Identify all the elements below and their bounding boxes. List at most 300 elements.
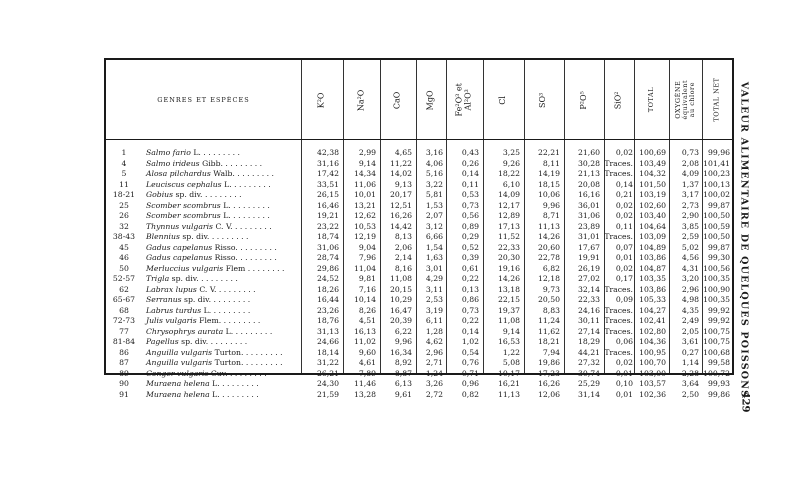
cell-na2o: 7,89 <box>358 368 376 378</box>
cell-cl: 10,17 <box>497 368 520 378</box>
cell-number: 62 <box>119 284 129 294</box>
cell-mgo: 1,54 <box>425 242 443 252</box>
table-row <box>106 379 732 390</box>
cell-mgo: 1,28 <box>425 326 443 336</box>
cell-total-net: 100,35 <box>703 295 730 304</box>
table-row <box>106 159 732 170</box>
cell-mgo: 3,19 <box>425 305 443 315</box>
cell-species <box>146 232 248 243</box>
cell-species <box>146 180 271 191</box>
cell-cao: 2,14 <box>394 253 412 262</box>
cell-p2o5: 26,19 <box>577 263 600 273</box>
cell-cao: 20,17 <box>389 190 412 199</box>
cell-na2o: 11,06 <box>353 179 376 189</box>
table-row <box>106 316 732 327</box>
header-mgo <box>416 62 446 138</box>
cell-p2o5: 27,02 <box>577 274 600 283</box>
table-row <box>106 337 732 348</box>
cell-oxygen: 3,61 <box>681 337 699 346</box>
header-cao <box>380 62 416 138</box>
cell-so3: 8,71 <box>542 211 560 220</box>
cell-oxygen: 2,28 <box>681 368 699 378</box>
cell-p2o5: 17,67 <box>577 242 600 252</box>
cell-na2o: 8,26 <box>358 305 376 315</box>
cell-k2o: 23,26 <box>316 305 339 315</box>
header-total-label: TOTAL <box>646 87 655 113</box>
cell-mgo: 3,16 <box>425 148 443 157</box>
species-name: Salmo fario <box>146 148 191 157</box>
cell-na2o: 13,21 <box>353 200 376 210</box>
cell-fe-al: 0,89 <box>461 221 479 231</box>
cell-cao: 12,51 <box>389 200 412 210</box>
cell-k2o: 24,30 <box>316 379 339 388</box>
cell-mgo: 5,81 <box>425 190 443 199</box>
header-genus-label: GENRES ET ESPÈCES <box>157 96 250 104</box>
cell-sio2: 0,01 <box>615 368 633 378</box>
cell-sio2: Traces. <box>604 305 633 315</box>
cell-p2o5: 20,08 <box>577 179 600 189</box>
cell-cl: 12,89 <box>497 211 520 220</box>
cell-sio2: 0,02 <box>615 211 633 220</box>
species-authority: C. V. . . . . . . . . <box>196 284 256 294</box>
cell-na2o: 4,61 <box>358 358 376 367</box>
cell-k2o: 42,38 <box>316 148 339 157</box>
cell-p2o5: 27,14 <box>577 326 600 336</box>
cell-so3: 17,23 <box>537 368 560 378</box>
cell-sio2: 0,02 <box>615 358 633 367</box>
cell-number: 52-57 <box>112 274 136 283</box>
cell-fe-al: 0,43 <box>461 148 479 157</box>
cell-cao: 9,61 <box>394 389 412 399</box>
cell-species <box>146 390 259 401</box>
cell-total-net: 100,59 <box>703 221 730 231</box>
cell-na2o: 7,96 <box>358 253 376 262</box>
cell-na2o: 9,81 <box>358 274 376 283</box>
cell-total: 100,70 <box>639 358 666 367</box>
cell-k2o: 16,46 <box>316 200 339 210</box>
species-name: Scomber scombrus <box>146 211 221 220</box>
header-sio2 <box>604 62 634 138</box>
table-row <box>106 190 732 201</box>
cell-fe-al: 0,26 <box>461 158 479 168</box>
cell-total-net: 100,75 <box>703 326 730 336</box>
species-name: Gadus capelanus <box>146 253 213 262</box>
cell-k2o: 21,59 <box>316 389 339 399</box>
cell-total: 104,89 <box>639 242 666 252</box>
cell-total-net: 100,35 <box>703 274 730 283</box>
cell-na2o: 11,04 <box>353 263 376 273</box>
cell-species <box>146 243 277 254</box>
cell-number: 26 <box>119 211 129 220</box>
header-so3-label: SO³ <box>538 92 548 108</box>
header-p2o5 <box>564 62 604 138</box>
species-name: Thynnus vulgaris <box>146 221 213 231</box>
cell-p2o5: 44,21 <box>577 347 600 357</box>
cell-species <box>146 253 277 264</box>
cell-oxygen: 2,50 <box>681 389 699 399</box>
cell-total-net: 100,50 <box>703 211 730 220</box>
cell-p2o5: 31,14 <box>577 389 600 399</box>
cell-mgo: 1,63 <box>425 253 443 262</box>
cell-total-net: 100,72 <box>703 368 730 378</box>
cell-species <box>146 379 259 390</box>
cell-number: 68 <box>119 305 129 315</box>
cell-k2o: 19,21 <box>316 211 339 220</box>
cell-cao: 8,87 <box>394 368 412 378</box>
cell-total: 103,35 <box>639 274 666 283</box>
cell-total-net: 100,90 <box>703 284 730 294</box>
cell-so3: 20,50 <box>537 295 560 304</box>
cell-cl: 16,53 <box>497 337 520 346</box>
header-mgo-label: MgO <box>425 90 435 110</box>
cell-fe-al: 0,14 <box>461 169 479 178</box>
header-oxygen <box>669 62 702 138</box>
cell-species <box>146 274 238 285</box>
species-name: Conger vulgaris <box>146 368 209 378</box>
species-authority: sp. div. . . . . . . . . <box>178 337 248 346</box>
cell-k2o: 17,42 <box>316 169 339 178</box>
species-name: Muraena helena <box>146 389 210 399</box>
cell-number: 4 <box>121 158 127 168</box>
cell-cao: 20,15 <box>389 284 412 294</box>
table-row <box>106 180 732 191</box>
table-row <box>106 211 732 222</box>
cell-p2o5: 21,60 <box>577 148 600 157</box>
header-fe-al-label: Fe²O³ et Al²O³ <box>454 83 473 117</box>
cell-oxygen: 0,27 <box>681 347 699 357</box>
cell-p2o5: 18,29 <box>577 337 600 346</box>
cell-total-net: 100,02 <box>703 190 730 199</box>
cell-oxygen: 2,05 <box>681 326 699 336</box>
cell-na2o: 10,14 <box>353 295 376 304</box>
cell-na2o: 13,28 <box>353 389 376 399</box>
cell-number: 89 <box>119 368 129 378</box>
cell-fe-al: 0,53 <box>461 190 479 199</box>
cell-total: 101,50 <box>639 179 666 189</box>
cell-k2o: 29,86 <box>316 263 339 273</box>
cell-na2o: 9,14 <box>358 158 376 168</box>
table-body <box>106 148 732 400</box>
table-row <box>106 285 732 296</box>
cell-p2o5: 32,14 <box>577 284 600 294</box>
cell-k2o: 26,21 <box>316 368 339 378</box>
cell-number: 77 <box>119 326 129 336</box>
table-row <box>106 201 732 212</box>
species-name: Anguilla vulgaris <box>146 347 213 357</box>
cell-p2o5: 16,16 <box>577 190 600 199</box>
cell-species <box>146 327 272 338</box>
data-table <box>104 58 734 399</box>
species-authority: Risso. . . . . . . . . <box>212 253 277 262</box>
cell-cl: 19,37 <box>497 305 520 315</box>
table-row <box>106 295 732 306</box>
cell-number: 87 <box>119 358 129 367</box>
cell-so3: 8,83 <box>542 305 560 315</box>
cell-oxygen: 3,20 <box>681 274 699 283</box>
cell-cl: 14,26 <box>497 274 520 283</box>
cell-species <box>146 190 242 201</box>
cell-total: 103,00 <box>639 368 666 378</box>
cell-species <box>146 348 283 359</box>
cell-sio2: 0,10 <box>615 379 633 388</box>
cell-sio2: 0,02 <box>615 200 633 210</box>
cell-p2o5: 30,28 <box>577 158 600 168</box>
cell-species <box>146 201 270 212</box>
table-row <box>106 306 732 317</box>
cell-cl: 20,30 <box>497 253 520 262</box>
page-number: 429 <box>739 391 751 413</box>
cell-sio2: Traces. <box>604 316 633 325</box>
cell-total-net: 100,68 <box>703 347 730 357</box>
cell-k2o: 18,14 <box>316 347 339 357</box>
cell-total: 104,36 <box>639 337 666 346</box>
cell-cl: 5,08 <box>502 358 520 367</box>
cell-total: 100,95 <box>639 347 666 357</box>
header-so3 <box>524 62 564 138</box>
cell-na2o: 9,60 <box>358 347 376 357</box>
cell-cao: 6,13 <box>394 379 412 388</box>
cell-fe-al: 0,61 <box>461 263 479 273</box>
table-row <box>106 348 732 359</box>
cell-sio2: 0,01 <box>615 389 633 399</box>
cell-mgo: 1,24 <box>425 368 443 378</box>
cell-sio2: Traces. <box>604 347 633 357</box>
table-row <box>106 232 732 243</box>
cell-fe-al: 0,14 <box>461 326 479 336</box>
cell-total: 103,86 <box>639 253 666 262</box>
cell-so3: 22,21 <box>537 148 560 157</box>
species-name: Gadus capelanus <box>146 242 213 252</box>
cell-k2o: 31,22 <box>316 358 339 367</box>
cell-total-net: 99,96 <box>707 148 730 157</box>
cell-so3: 11,24 <box>537 316 560 325</box>
species-authority: sp. div. . . . . . . . . <box>169 274 238 283</box>
cell-oxygen: 1,14 <box>681 358 699 367</box>
cell-fe-al: 0,54 <box>461 347 479 357</box>
cell-cao: 8,92 <box>394 358 412 367</box>
cell-species <box>146 148 240 159</box>
cell-species <box>146 222 272 233</box>
cell-mgo: 3,11 <box>425 284 443 294</box>
cell-cl: 16,21 <box>497 379 520 388</box>
cell-total-net: 101,41 <box>703 158 730 168</box>
cell-na2o: 16,13 <box>353 326 376 336</box>
cell-p2o5: 21,13 <box>577 169 600 178</box>
cell-k2o: 24,52 <box>316 274 339 283</box>
cell-sio2: Traces. <box>604 158 633 168</box>
cell-total: 103,19 <box>639 190 666 199</box>
cell-fe-al: 0,96 <box>461 379 479 388</box>
cell-oxygen: 5,02 <box>681 242 699 252</box>
cell-mgo: 3,26 <box>425 379 443 388</box>
cell-oxygen: 4,98 <box>681 295 699 304</box>
cell-number: 45 <box>119 242 129 252</box>
cell-total-net: 99,87 <box>707 200 730 210</box>
cell-oxygen: 2,96 <box>681 284 699 294</box>
species-authority: Turton. . . . . . . . . <box>212 358 283 367</box>
cell-total-net: 100,50 <box>703 232 730 241</box>
table-row <box>106 264 732 275</box>
cell-total: 103,86 <box>639 284 666 294</box>
cell-number: 72-73 <box>112 316 136 325</box>
cell-species <box>146 211 270 222</box>
header-k2o-label: K²O <box>316 92 326 108</box>
cell-k2o: 33,51 <box>316 179 339 189</box>
cell-number: 65-67 <box>112 295 136 304</box>
header-cao-label: CaO <box>392 91 402 109</box>
cell-na2o: 10,01 <box>353 190 376 199</box>
species-name: Labrus turdus <box>146 305 202 315</box>
header-net-label: TOTAL NET <box>712 77 721 122</box>
species-name: Julis vulgaris <box>146 316 197 325</box>
cell-fe-al: 0,13 <box>461 284 479 294</box>
cell-k2o: 28,74 <box>316 253 339 262</box>
cell-so3: 6,82 <box>542 263 560 273</box>
species-name: Salmo irideus <box>146 158 200 168</box>
cell-number: 46 <box>119 253 129 262</box>
cell-cao: 14,42 <box>389 221 412 231</box>
cell-number: 38-43 <box>112 232 136 241</box>
cell-mgo: 6,11 <box>425 316 443 325</box>
cell-total: 104,64 <box>639 221 666 231</box>
cell-fe-al: 0,56 <box>461 211 479 220</box>
cell-p2o5: 30,74 <box>577 368 600 378</box>
cell-cao: 16,34 <box>389 347 412 357</box>
cell-na2o: 7,16 <box>358 284 376 294</box>
species-authority: Turton. . . . . . . . . <box>212 347 283 357</box>
cell-cl: 18,22 <box>497 169 520 178</box>
cell-fe-al: 0,22 <box>461 274 479 283</box>
cell-total: 102,36 <box>639 389 666 399</box>
cell-sio2: 0,06 <box>615 337 633 346</box>
species-name: Chrysophrys aurata <box>146 326 224 336</box>
cell-na2o: 11,02 <box>353 337 376 346</box>
table-row <box>106 358 732 369</box>
header-cl-label: Cl <box>498 95 508 105</box>
cell-k2o: 31,13 <box>316 326 339 336</box>
cell-fe-al: 0,73 <box>461 200 479 210</box>
cell-fe-al: 0,71 <box>461 368 479 378</box>
cell-so3: 12,18 <box>537 274 560 283</box>
cell-mgo: 3,01 <box>425 263 443 273</box>
cell-mgo: 4,62 <box>425 337 443 346</box>
cell-number: 1 <box>121 148 127 157</box>
cell-k2o: 24,66 <box>316 337 339 346</box>
cell-cao: 16,47 <box>389 305 412 315</box>
cell-oxygen: 4,56 <box>681 253 699 262</box>
cell-fe-al: 0,73 <box>461 305 479 315</box>
cell-total-net: 99,58 <box>707 358 730 367</box>
cell-na2o: 11,46 <box>353 379 376 388</box>
cell-k2o: 18,76 <box>316 316 339 325</box>
cell-so3: 20,60 <box>537 242 560 252</box>
species-authority: sp. div. . . . . . . . . <box>181 295 251 304</box>
cell-sio2: 0,02 <box>615 263 633 273</box>
species-name: Serranus <box>146 295 182 304</box>
cell-mgo: 5,16 <box>425 169 443 178</box>
cell-fe-al: 1,02 <box>461 337 479 346</box>
cell-total: 102,60 <box>639 200 666 210</box>
table-row <box>106 243 732 254</box>
cell-so3: 14,19 <box>537 169 560 178</box>
cell-total: 105,33 <box>639 295 666 304</box>
cell-so3: 9,96 <box>542 200 560 210</box>
cell-cao: 11,22 <box>389 158 412 168</box>
cell-species <box>146 306 250 317</box>
header-net <box>702 62 732 138</box>
cell-sio2: 0,14 <box>615 179 633 189</box>
cell-number: 86 <box>119 347 129 357</box>
header-rule <box>106 139 732 140</box>
cell-total: 102,80 <box>639 326 666 336</box>
header-total <box>634 62 669 138</box>
cell-p2o5: 30,11 <box>577 316 600 325</box>
cell-total-net: 99,30 <box>707 253 730 262</box>
cell-cl: 11,52 <box>497 232 520 241</box>
cell-p2o5: 24,16 <box>577 305 600 315</box>
cell-cao: 9,96 <box>394 337 412 346</box>
cell-fe-al: 0,11 <box>461 179 479 189</box>
cell-number: 32 <box>119 221 129 231</box>
cell-fe-al: 0,29 <box>461 232 479 241</box>
cell-oxygen: 4,35 <box>681 305 699 315</box>
cell-cl: 6,10 <box>502 179 520 189</box>
cell-sio2: Traces. <box>604 284 633 294</box>
species-name: Muraena helena <box>146 379 210 388</box>
table-row <box>106 148 732 159</box>
cell-sio2: Traces. <box>604 169 633 178</box>
cell-k2o: 18,74 <box>316 232 339 241</box>
cell-cl: 9,26 <box>502 158 520 168</box>
cell-cl: 17,13 <box>497 221 520 231</box>
header-genus <box>106 62 301 138</box>
cell-so3: 11,62 <box>537 326 560 336</box>
table-row <box>106 169 732 180</box>
cell-total-net: 100,23 <box>703 169 730 178</box>
cell-so3: 10,06 <box>537 190 560 199</box>
cell-so3: 22,78 <box>537 253 560 262</box>
cell-k2o: 18,26 <box>316 284 339 294</box>
cell-oxygen: 2,73 <box>681 200 699 210</box>
cell-total-net: 99,92 <box>707 316 730 325</box>
cell-total-net: 100,56 <box>703 263 730 273</box>
cell-cl: 13,18 <box>497 284 520 294</box>
cell-oxygen: 2,08 <box>681 158 699 168</box>
cell-oxygen: 1,37 <box>681 179 699 189</box>
cell-total-net: 99,92 <box>707 305 730 315</box>
cell-total-net: 99,93 <box>707 379 730 388</box>
cell-p2o5: 22,33 <box>577 295 600 304</box>
cell-oxygen: 4,09 <box>681 169 699 178</box>
cell-cl: 9,14 <box>502 326 520 336</box>
cell-total: 103,40 <box>639 211 666 220</box>
cell-cao: 9,13 <box>394 179 412 189</box>
species-authority: L. . . . . . . . . <box>201 305 251 315</box>
species-authority: sp. div. . . . . . . . . <box>173 190 242 199</box>
cell-sio2: 0,01 <box>615 253 633 262</box>
cell-mgo: 2,53 <box>425 295 443 304</box>
table-row <box>106 327 732 338</box>
header-k2o <box>301 62 343 138</box>
cell-total-net: 99,86 <box>707 389 730 399</box>
cell-sio2: 0,07 <box>615 242 633 252</box>
cell-cao: 2,06 <box>394 242 412 252</box>
cell-number: 5 <box>121 169 127 178</box>
cell-fe-al: 0,76 <box>461 358 479 367</box>
cell-species <box>146 159 262 170</box>
header-p2o5-label: P²O⁵ <box>578 90 588 110</box>
species-authority: L. . . . . . . . . <box>209 389 259 399</box>
